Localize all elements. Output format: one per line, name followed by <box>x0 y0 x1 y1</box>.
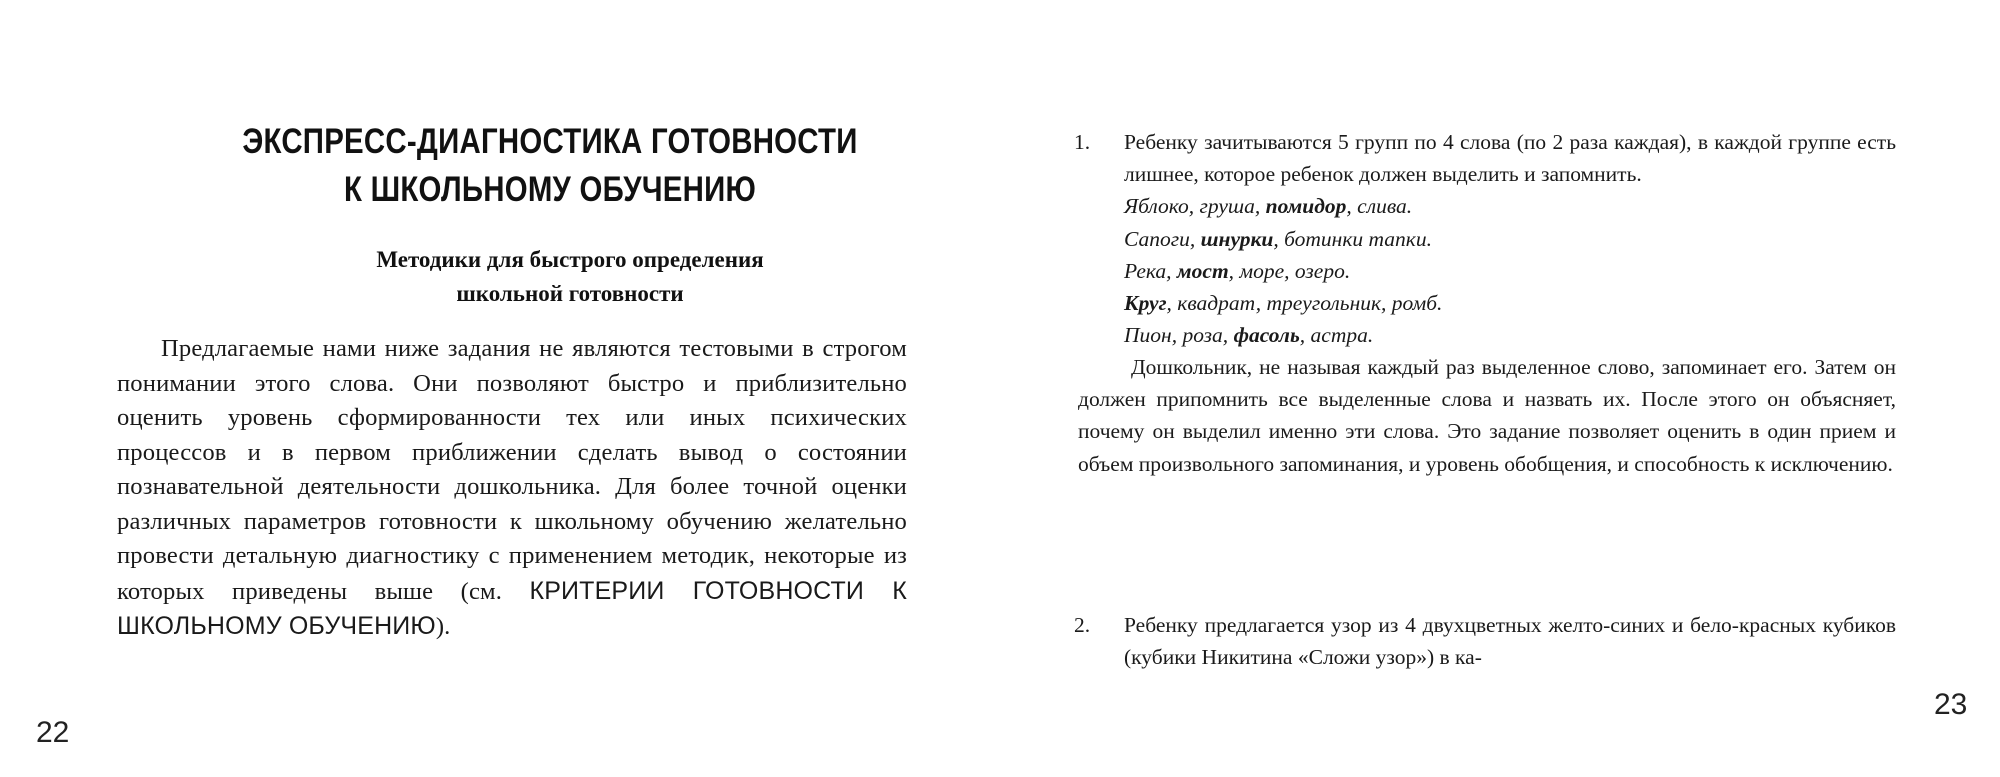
explanation-text: Дошкольник, не называя каждый раз выделенное слово, запоминает его. Затем он должен припомнить все выделенные слова и назвать их. После этого он объясняет, почему он выделил именно эти слова. Это задание позволяет оценить в один прием и объем произвольного запоминания, и уровень обобщения, и способность к исключению. <box>1078 355 1897 476</box>
word-group-text: , квадрат, треугольник, ромб. <box>1166 291 1443 316</box>
task-item-1 <box>1074 126 1896 351</box>
task-text: Ребенку зачитываются 5 групп по 4 слова (по 2 раза каждая), в каждой группе есть лишнее, которое ребенок должен выделить и запомнить. <box>1124 130 1896 187</box>
intro-text: Предлагаемые нами ниже задания не являются тестовыми в строгом понимании этого слова. Они позволяют быстро и приблизительно оценить уровень сформированности тех или иных психических процессов и в первом приближении сделать вывод о состоянии познавательной деятельности дошкольника. Для более точной оценки различных параметров готовности к школьному обучению желательно провести детальную диагностику с применением методик, некоторые из которых приведены выше (см. <box>117 335 907 605</box>
odd-word: шнурки <box>1200 226 1274 251</box>
odd-word: мост <box>1176 258 1229 283</box>
page-number-left: 22 <box>36 716 70 749</box>
page-number-right: 23 <box>1934 688 1968 721</box>
explanation-paragraph <box>1078 351 1896 480</box>
odd-word: Круг <box>1124 291 1167 316</box>
title-line-1: ЭКСПРЕСС-ДИАГНОСТИКА ГОТОВНОСТИ <box>242 122 858 161</box>
word-group-text: Яблоко, груша, <box>1124 194 1266 219</box>
word-group <box>1124 223 1896 255</box>
subtitle-line-1: Методики для быстрого определения <box>376 247 764 272</box>
title-line-2: К ШКОЛЬНОМУ ОБУЧЕНИЮ <box>343 170 757 209</box>
word-group <box>1124 287 1896 319</box>
word-group-text: , слива. <box>1346 194 1413 219</box>
word-groups <box>1124 190 1896 351</box>
word-group-text: , ботинки тапки. <box>1273 226 1432 251</box>
odd-word: помидор <box>1265 194 1347 219</box>
intro-end: ). <box>435 613 451 640</box>
section-subtitle <box>180 243 960 311</box>
task-number: 1. <box>1074 130 1091 154</box>
word-group-text: , море, озеро. <box>1228 258 1351 283</box>
word-group-text: Пион, роза, <box>1124 323 1234 348</box>
word-group-text: Река, <box>1124 258 1177 283</box>
word-group <box>1124 319 1896 351</box>
subtitle-line-2: школьной готовности <box>456 281 684 306</box>
word-group <box>1124 255 1896 287</box>
odd-word: фасоль <box>1233 323 1300 348</box>
intro-reference: КРИТЕРИИ ГОТОВНОСТИ К ШКОЛЬНОМУ ОБУЧЕНИЮ <box>117 576 907 640</box>
task-number: 2. <box>1074 613 1091 637</box>
word-group-text: , астра. <box>1299 323 1374 348</box>
page-title <box>222 118 877 214</box>
task-text: Ребенку предлагается узор из 4 двухцветных желто-синих и бело-красных кубиков (кубики Никитина «Сложи узор») в ка- <box>1124 613 1896 670</box>
word-group-text: Сапоги, <box>1124 226 1201 251</box>
task-item-2 <box>1074 609 1896 673</box>
intro-paragraph <box>117 332 907 645</box>
word-group <box>1124 190 1896 222</box>
